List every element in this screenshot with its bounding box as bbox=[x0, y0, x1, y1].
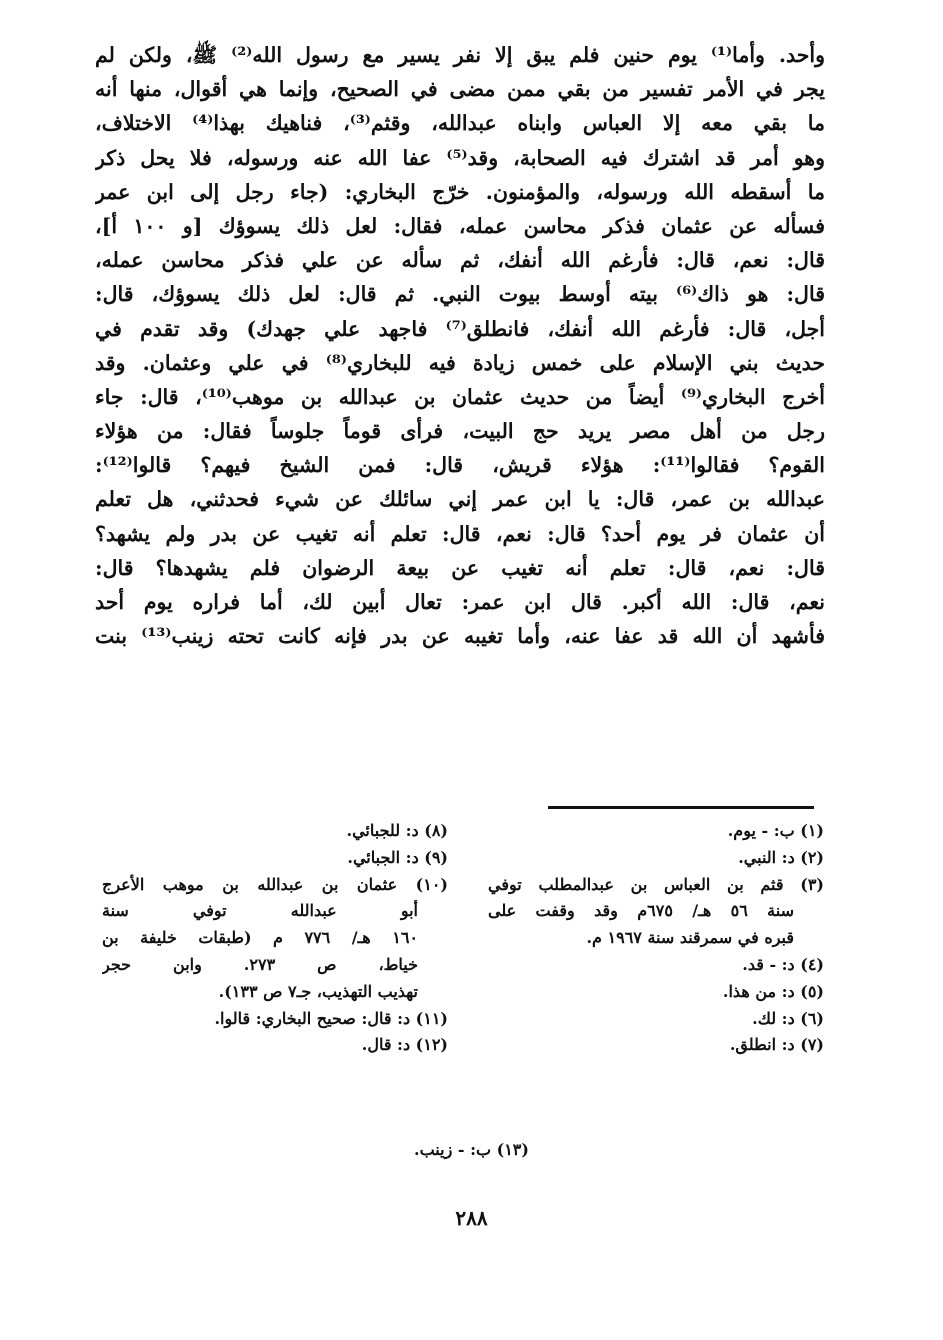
text-line: أجل، قال: فأرغم الله أنفك، فانطلق⁽⁷⁾ فاجهد علي جهدك) وقد تقدم في bbox=[95, 316, 825, 341]
footnote-continuation: سنة ٥٦ هـ/ ٦٧٥م وقد وقفت على bbox=[488, 901, 794, 921]
page-number: ٢٨٨ bbox=[455, 1206, 488, 1230]
footnote: (١) ب: - يوم. bbox=[727, 821, 824, 840]
footnote-continuation: خياط، ص ٢٧٣. وابن حجر bbox=[102, 954, 418, 974]
text-line: فأشهد أن الله قد عفا عنه، وأما تغيبه عن بدر فإنه كانت تحته زينب⁽¹³⁾ بنت bbox=[95, 624, 825, 649]
footnote-continuation: أبو عبدالله توفي سنة bbox=[102, 901, 418, 921]
text-line: عبدالله بن عمر، قال: يا ابن عمر إني سائلك عن شيء فحدثني، هل تعلم bbox=[95, 487, 825, 512]
footnote: (١٢) د: قال. bbox=[361, 1035, 448, 1055]
footnote-last: (١٣) ب: - زينب. bbox=[414, 1140, 529, 1159]
text-line: وأحد. وأما⁽¹⁾ يوم حنين فلم يبق إلا نفر يسير مع رسول الله⁽²⁾ ﷺ، ولكن لم bbox=[95, 43, 825, 67]
text-line: ما أسقطه الله ورسوله، والمؤمنون. خرّج البخاري: (جاء رجل إلى ابن عمر bbox=[95, 179, 825, 204]
footnote: (٢) د: النبي. bbox=[738, 847, 824, 867]
footnote-continuation: تهذيب التهذيب، جـ٧ ص ١٣٣). bbox=[218, 981, 418, 1001]
footnote: (٥) د: من هذا. bbox=[722, 981, 824, 1001]
footnotes-left-column bbox=[102, 818, 448, 1059]
footnote: (٤) د: - قد. bbox=[742, 954, 824, 974]
footnote-continuation: ١٦٠ هـ/ ٧٧٦ م (طبقات خليفة بن bbox=[102, 928, 419, 948]
footnote: (٩) د: الجبائي. bbox=[347, 847, 448, 867]
text-line: أخرج البخاري⁽⁹⁾ أيضاً من حديث عثمان بن عبدالله بن موهب⁽¹⁰⁾، قال: جاء bbox=[95, 384, 825, 409]
text-line: أن عثمان فر يوم أحد؟ قال: نعم، قال: تعلم أنه تغيب عن بدر ولم يشهد؟ bbox=[95, 521, 825, 546]
text-line: حديث بني الإسلام على خمس زيادة فيه للبخاري⁽⁸⁾ في علي وعثمان. وقد bbox=[95, 350, 825, 375]
footnote: (١٠) عثمان بن عبدالله بن موهب الأعرج bbox=[102, 874, 448, 894]
footnote: (٦) د: لك. bbox=[752, 1008, 824, 1028]
footnote-separator bbox=[548, 806, 814, 809]
footnote: (٧) د: انطلق. bbox=[729, 1035, 824, 1055]
text-line: القوم؟ فقالوا⁽¹¹⁾: هؤلاء قريش، قال: فمن الشيخ فيهم؟ قالوا⁽¹²⁾: bbox=[95, 453, 825, 478]
text-line: قال: نعم، قال: تعلم أنه تغيب عن بيعة الرضوان فلم يشهدها؟ قال: bbox=[95, 555, 825, 580]
text-line: قال: هو ذاك⁽⁶⁾ بيته أوسط بيوت النبي. ثم قال: لعل ذلك يسوؤك، قال: bbox=[95, 282, 825, 307]
text-line: فسأله عن عثمان فذكر محاسن عمله، فقال: لعل ذلك يسوؤك [و ١٠٠ أ]، bbox=[95, 213, 825, 238]
footnote: (٨) د: للجبائي. bbox=[346, 821, 448, 840]
footnote-continuation: قبره في سمرقند سنة ١٩٦٧ م. bbox=[586, 928, 794, 948]
text-line: رجل من أهل مصر يريد حج البيت، فرأى قوماً جلوساً فقال: من هؤلاء bbox=[95, 419, 825, 444]
footnotes-right-column bbox=[488, 818, 824, 1059]
text-line: وهو أمر قد اشترك فيه الصحابة، وقد⁽⁵⁾ عفا الله عنه ورسوله، فلا يحل ذكر bbox=[95, 145, 825, 170]
text-line: قال: نعم، قال: فأرغم الله أنفك، ثم سأله عن علي فذكر محاسن عمله، bbox=[95, 248, 825, 273]
text-line: ما بقي معه إلا العباس وابناه عبدالله، وقثم⁽³⁾، فناهيك بهذا⁽⁴⁾ الاختلاف، bbox=[95, 111, 825, 136]
footnote: (١١) د: قال: صحيح البخاري: قالوا. bbox=[214, 1008, 448, 1028]
main-text bbox=[95, 38, 825, 653]
text-line: نعم، قال: الله أكبر. قال ابن عمر: تعال أبين لك، أما فراره يوم أحد bbox=[95, 590, 825, 614]
text-line: يجر في الأمر تفسير من بقي ممن مضى في الصحيح، وإنما هي أقوال، منها أنه bbox=[95, 77, 825, 102]
footnote: (٣) قثم بن العباس بن عبدالمطلب توفي bbox=[488, 874, 824, 894]
